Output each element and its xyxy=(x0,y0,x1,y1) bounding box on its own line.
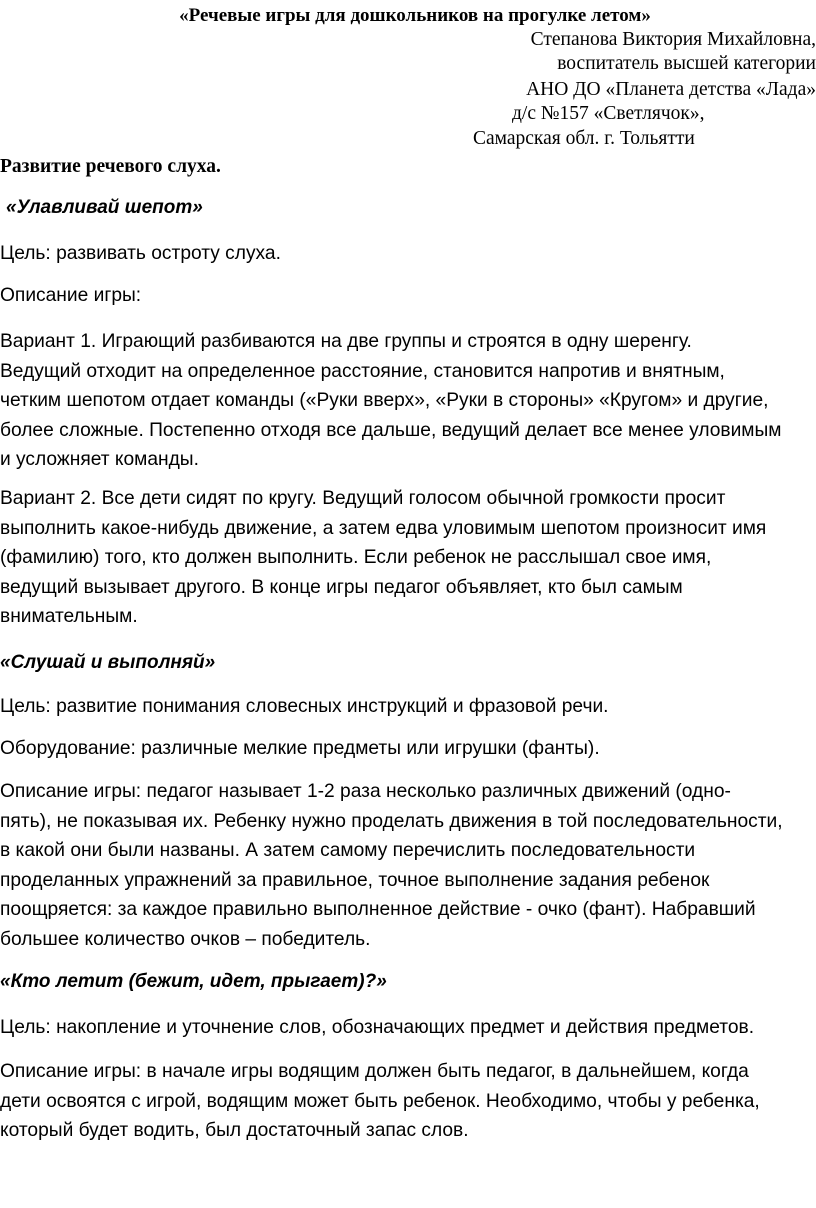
text-line: четким шепотом отдает команды («Руки вверх», «Руки в стороны» «Кругом» и другие, xyxy=(0,390,769,411)
text-line: в какой они были названы. А затем самому перечислить последовательности xyxy=(0,840,696,861)
text-line: Цель: накопление и уточнение слов, обозначающих предмет и действия предметов. xyxy=(0,1017,755,1038)
game-title-listen-and-do: «Слушай и выполняй» xyxy=(0,652,216,673)
text-line: Оборудование: различные мелкие предметы или игрушки (фанты). xyxy=(0,738,600,759)
author-position: воспитатель высшей категории xyxy=(557,53,816,74)
text-line: и усложняет команды. xyxy=(0,449,199,470)
document-title: «Речевые игры для дошкольников на прогулке летом» xyxy=(179,5,651,26)
author-name: Степанова Виктория Михайловна, xyxy=(530,29,816,50)
game-title-catch-whisper: «Улавливай шепот» xyxy=(6,197,203,218)
text-line: Описание игры: в начале игры водящим должен быть педагог, в дальнейшем, когда xyxy=(0,1061,749,1082)
text-line: большее количество очков – победитель. xyxy=(0,928,371,950)
text-line: Описание игры: педагог называет 1-2 раза несколько различных движений (одно- xyxy=(0,781,731,802)
game2-equipment xyxy=(0,734,816,764)
game-title-who-flies: «Кто летит (бежит, идет, прыгает)?» xyxy=(0,971,387,992)
text-line: Описание игры: xyxy=(0,285,142,306)
text-line: Вариант 1. Играющий разбиваются на две группы и строятся в одну шеренгу. xyxy=(0,331,692,352)
text-line: (фамилию) того, кто должен выполнить. Если ребенок не расслышал свое имя, xyxy=(0,547,712,568)
text-line: который будет водить, был достаточный запас слов. xyxy=(0,1120,469,1141)
game3-description xyxy=(0,1057,816,1146)
text-line: внимательным. xyxy=(0,606,138,627)
game1-goal xyxy=(0,239,816,269)
text-line: поощряется: за каждое правильно выполненное действие - очко (фант). Набравший xyxy=(0,899,756,920)
text-line: Ведущий отходит на определенное расстояние, становится напротив и внятным, xyxy=(0,360,725,382)
text-line: Цель: развивать остроту слуха. xyxy=(0,243,281,264)
text-line: дети освоятся с игрой, водящим может быть ребенок. Необходимо, чтобы у ребенка, xyxy=(0,1090,760,1112)
text-line: проделанных упражнений за правильное, точное выполнение задания ребенок xyxy=(0,869,710,891)
game2-goal xyxy=(0,692,816,722)
game3-goal xyxy=(0,1013,816,1043)
text-line: Цель: развитие понимания словесных инструкций и фразовой речи. xyxy=(0,696,609,717)
game2-description xyxy=(0,777,816,954)
text-line: более сложные. Постепенно отходя все дальше, ведущий делает все менее уловимым xyxy=(0,419,782,441)
text-line: пять), не показывая их. Ребенку нужно проделать движения в той последовательности, xyxy=(0,810,783,832)
game1-description-label xyxy=(0,281,816,311)
section-heading: Развитие речевого слуха. xyxy=(0,156,221,177)
author-kindergarten: д/с №157 «Светлячок», xyxy=(512,103,705,124)
author-organization: АНО ДО «Планета детства «Лада» xyxy=(526,79,816,100)
author-location: Самарская обл. г. Тольятти xyxy=(473,128,695,149)
game1-variant2 xyxy=(0,484,816,632)
text-line: выполнить какое-нибудь движение, а затем едва уловимым шепотом произносит имя xyxy=(0,517,767,539)
text-line: Вариант 2. Все дети сидят по кругу. Ведущий голосом обычной громкости просит xyxy=(0,488,726,509)
text-line: ведущий вызывает другого. В конце игры педагог объявляет, кто был самым xyxy=(0,576,683,598)
game1-variant1 xyxy=(0,327,816,475)
